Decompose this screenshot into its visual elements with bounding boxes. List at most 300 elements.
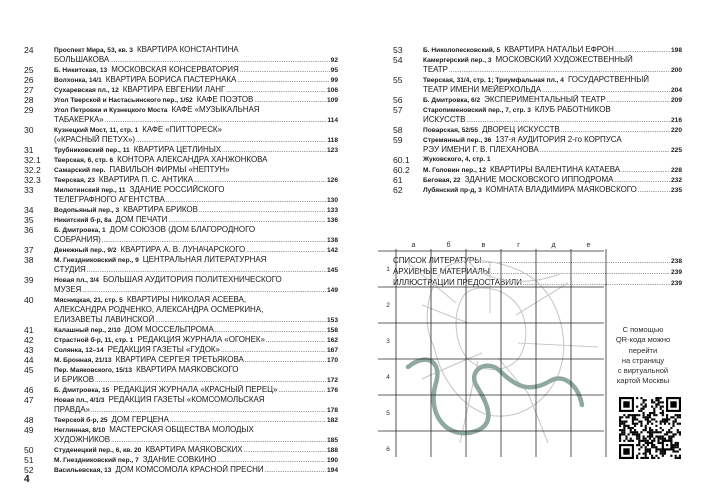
entry-line xyxy=(54,245,338,255)
toc-entry[interactable] xyxy=(24,335,338,345)
entry-content xyxy=(423,155,682,165)
entry-address: М. Гнездниковский пер., 7 xyxy=(54,457,139,464)
entry-page-number[interactable]: 220 xyxy=(670,127,682,134)
entry-content xyxy=(54,275,338,295)
map-column-label: е xyxy=(586,242,591,249)
entry-line xyxy=(54,265,338,275)
entry-title: РЭУ ИМЕНИ Г. В. ПЛЕХАНОВА xyxy=(423,145,539,154)
qr-caption-line: QR-кода можно xyxy=(615,335,671,345)
dot-leader xyxy=(237,76,329,85)
toc-entry[interactable] xyxy=(393,155,682,165)
entry-line xyxy=(54,145,338,155)
entry-content xyxy=(54,165,338,175)
entry-page-number[interactable]: 123 xyxy=(326,147,338,154)
entry-address: Страстной б-р, 11, стр. 1 xyxy=(54,337,134,344)
entry-number: 37 xyxy=(24,245,34,255)
entry-title: ДОМ КОМСОМОЛА КРАСНОЙ ПРЕСНИ xyxy=(115,465,264,474)
entry-title: 137-я АУДИТОРИЯ 2-го КОРПУСА xyxy=(495,135,622,144)
entry-content xyxy=(54,185,338,205)
entry-page-number[interactable]: 99 xyxy=(330,77,338,84)
entry-content xyxy=(54,45,338,65)
entry-number: 53 xyxy=(393,45,403,55)
entry-line xyxy=(423,135,682,145)
dot-leader xyxy=(222,146,326,155)
toc-entry[interactable] xyxy=(24,425,338,445)
entry-title: РЕДАКЦИЯ ЖУРНАЛА «КРАСНЫЙ ПЕРЕЦ» xyxy=(113,385,278,394)
entry-address: Волхонка, 14/1 xyxy=(54,77,102,84)
entry-content xyxy=(54,425,338,445)
entry-page-number[interactable]: 170 xyxy=(326,357,338,364)
entry-title: ТЕАТР ИМЕНИ МЕЙЕРХОЛЬДА xyxy=(423,85,542,94)
dot-leader xyxy=(449,66,670,75)
entry-title: СТУДИЯ xyxy=(54,265,86,274)
toc-entry[interactable] xyxy=(393,135,682,155)
entry-content xyxy=(54,95,338,105)
dot-leader xyxy=(265,466,326,475)
entry-number: 31 xyxy=(24,145,34,155)
entry-content xyxy=(423,135,682,155)
entry-content xyxy=(54,295,338,325)
entry-page-number[interactable]: 133 xyxy=(326,207,338,214)
toc-entry[interactable] xyxy=(24,385,338,395)
entry-title: И БРИКОВ xyxy=(54,375,95,384)
toc-entry[interactable] xyxy=(24,255,338,275)
entry-title: МУЗЕЯ xyxy=(54,285,82,294)
entry-address: Б. Дмитровка, 6/2 xyxy=(423,97,481,104)
entry-line xyxy=(54,105,338,115)
map-column-label: а xyxy=(411,242,416,249)
entry-title: ДОМ ПЕЧАТИ xyxy=(115,215,168,224)
entry-address: Стремянный пер., 36 xyxy=(423,137,492,144)
entry-title: МАСТЕРСКАЯ ОБЩЕСТВА МОЛОДЫХ xyxy=(109,425,254,434)
entry-title: ИСКУССТВ xyxy=(423,115,466,124)
entry-content xyxy=(423,125,682,135)
entry-content xyxy=(423,185,682,195)
entry-content xyxy=(423,75,682,95)
dot-leader xyxy=(466,116,670,125)
dot-leader xyxy=(226,86,326,95)
entry-number: 41 xyxy=(24,325,34,335)
toc-entry[interactable] xyxy=(393,75,682,95)
entry-line xyxy=(54,55,338,65)
entry-content xyxy=(54,455,338,465)
toc-entry[interactable] xyxy=(393,95,682,105)
toc-entry[interactable] xyxy=(393,45,682,55)
entry-line xyxy=(54,205,338,215)
entry-line xyxy=(423,45,682,55)
bibliography-page[interactable]: 238 xyxy=(670,258,682,265)
entry-content xyxy=(54,125,338,145)
entry-number: 57 xyxy=(393,105,403,115)
entry-line xyxy=(54,185,338,195)
entry-address: Никитский б-р, 8а xyxy=(54,217,112,224)
entry-number: 62 xyxy=(393,185,403,195)
entry-address: Беговая, 22 xyxy=(423,177,461,184)
entry-line xyxy=(423,165,682,175)
dot-leader xyxy=(245,356,326,365)
entry-address: Трубниковский пер., 11 xyxy=(54,147,130,154)
entry-page-number[interactable]: 228 xyxy=(670,167,682,174)
toc-entry[interactable] xyxy=(393,105,682,125)
entry-address: Угол Тверской и Настасьинского пер., 1/52 xyxy=(54,97,193,104)
entry-line xyxy=(54,345,338,355)
entry-page-number[interactable]: 114 xyxy=(327,117,338,124)
entry-address: Самарский пер. xyxy=(54,167,106,174)
toc-entry[interactable] xyxy=(393,185,682,195)
entry-line xyxy=(54,155,338,165)
entry-title: ДОМ СОЮЗОВ (ДОМ БЛАГОРОДНОГО xyxy=(109,225,256,234)
entry-page-number[interactable]: 162 xyxy=(326,337,338,344)
entry-number: 51 xyxy=(24,455,34,465)
entry-title: МОСКОВСКИЙ ХУДОЖЕСТВЕННЫЙ xyxy=(495,55,633,64)
toc-entry[interactable] xyxy=(24,275,338,295)
entry-address: Милютинский пер., 11 xyxy=(54,187,126,194)
entry-address: Тверская, 31/4, стр. 1; Триумфальная пл., 4 xyxy=(423,77,564,84)
entry-page-number[interactable]: 142 xyxy=(326,247,338,254)
map-row-label: 1 xyxy=(386,266,390,273)
entry-line xyxy=(54,175,338,185)
entry-number: 26 xyxy=(24,75,34,85)
toc-entry[interactable] xyxy=(24,125,338,145)
entry-title: ТЕЛЕГРАФНОГО АГЕНТСТВА xyxy=(54,195,165,204)
entry-number: 54 xyxy=(393,55,403,65)
toc-entry[interactable] xyxy=(393,125,682,135)
entry-page-number[interactable]: 235 xyxy=(670,187,682,194)
entry-content xyxy=(54,385,338,395)
entry-page-number[interactable]: 167 xyxy=(326,347,338,354)
entry-address: Водопьяный пер., 3 xyxy=(54,207,120,214)
dot-leader xyxy=(136,136,326,145)
entry-number: 48 xyxy=(24,415,34,425)
entry-number: 32.1 xyxy=(24,155,41,165)
moskva-river xyxy=(408,360,582,434)
entry-content xyxy=(54,225,338,245)
entry-title: МОСКОВСКАЯ КОНСЕРВАТОРИЯ xyxy=(111,65,239,74)
entry-title: КВАРТИРА А. В. ЛУНАЧАРСКОГО xyxy=(120,245,246,254)
entry-content xyxy=(54,415,338,425)
entry-number: 28 xyxy=(24,95,34,105)
entry-line xyxy=(54,295,338,305)
entry-line xyxy=(54,455,338,465)
map-column-label: г xyxy=(517,242,520,249)
entry-content xyxy=(423,175,682,185)
entry-page-number[interactable]: 204 xyxy=(670,87,682,94)
dot-leader xyxy=(155,316,326,325)
toc-entry[interactable] xyxy=(24,205,338,215)
entry-title: ЗДАНИЕ СОВКИНО xyxy=(142,455,217,464)
entry-line xyxy=(54,65,338,75)
entry-page-number[interactable]: 209 xyxy=(670,97,682,104)
entry-page-number[interactable]: 198 xyxy=(670,47,682,54)
entry-title: ТАБАКЕРКА» xyxy=(54,115,104,124)
entry-title: ЗДАНИЕ РОССИЙСКОГО xyxy=(129,185,225,194)
entry-page-number[interactable]: 136 xyxy=(326,217,338,224)
entry-page-number[interactable]: 176 xyxy=(326,387,338,394)
entry-line xyxy=(54,75,338,85)
dot-leader xyxy=(87,266,326,275)
toc-entry[interactable] xyxy=(24,325,338,335)
entry-page-number[interactable]: 153 xyxy=(326,317,338,324)
toc-entry[interactable] xyxy=(393,165,682,175)
entry-title: КВАРТИРА БОРИСА ПАСТЕРНАКА xyxy=(105,75,237,84)
bibliography-page[interactable]: 239 xyxy=(670,280,682,287)
entry-line xyxy=(54,215,338,225)
entry-content xyxy=(54,445,338,455)
entry-title: СОБРАНИЯ) xyxy=(54,235,101,244)
toc-entry[interactable] xyxy=(24,155,338,165)
entry-address: Пер. Маяковского, 15/13 xyxy=(54,367,133,374)
entry-address: Калашный пер., 2/10 xyxy=(54,327,121,334)
entry-page-number[interactable]: 185 xyxy=(326,437,338,444)
entry-title: КВАРТИРА ЦЕТЛИНЫХ xyxy=(133,145,222,154)
map-column-label: б xyxy=(446,242,451,249)
entry-address: Угол Петровки и Кузнецкого Моста xyxy=(54,107,168,114)
qr-caption-line: перейти xyxy=(628,345,658,355)
bibliography-title: АРХИВНЫЕ МАТЕРИАЛЫ xyxy=(393,267,490,276)
entry-page-number[interactable]: 126 xyxy=(326,177,338,184)
entry-address: Старопименовский пер., 7, стр. 3 xyxy=(423,107,531,114)
entry-title: КАФЕ «ПИТТОРЕСК» xyxy=(142,125,222,134)
toc-entry[interactable] xyxy=(24,215,338,225)
entry-address: Солянка, 12–14 xyxy=(54,347,104,354)
toc-entry[interactable] xyxy=(393,55,682,75)
entry-address: Поварская, 52/55 xyxy=(423,127,479,134)
entry-line xyxy=(423,175,682,185)
toc-entry[interactable] xyxy=(24,95,338,105)
entry-line xyxy=(54,355,338,365)
entry-number: 49 xyxy=(24,425,34,435)
entry-number: 24 xyxy=(24,45,34,55)
entry-title: ДОМ ГЕРЦЕНА xyxy=(111,415,169,424)
entry-page-number[interactable]: 232 xyxy=(670,177,682,184)
toc-entry[interactable] xyxy=(24,165,338,175)
entry-line xyxy=(54,395,338,405)
entry-title: КОМНАТА ВЛАДИМИРА МАЯКОВСКОГО xyxy=(485,185,637,194)
qr-code-icon[interactable] xyxy=(619,397,681,459)
toc-entry[interactable] xyxy=(24,65,338,75)
entry-number: 60.1 xyxy=(393,155,410,165)
entry-title: КАФЕ ПОЭТОВ xyxy=(196,95,254,104)
entry-line xyxy=(54,225,338,235)
entry-line xyxy=(54,375,338,385)
entry-address: Новая пл., 4/1/3 xyxy=(54,397,105,404)
dot-leader xyxy=(607,96,670,105)
entry-number: 39 xyxy=(24,275,34,285)
map-row-label: 5 xyxy=(386,410,390,417)
toc-entry[interactable] xyxy=(24,225,338,245)
toc-entry[interactable] xyxy=(24,105,338,125)
toc-entry[interactable] xyxy=(393,175,682,185)
toc-entry[interactable] xyxy=(24,45,338,65)
entry-page-number[interactable]: 138 xyxy=(326,237,338,244)
toc-entry[interactable] xyxy=(24,345,338,355)
entry-number: 52 xyxy=(24,465,34,475)
entry-title: ЕЛИЗАВЕТЫ ЛАВИНСКОЙ xyxy=(54,315,155,324)
entry-line xyxy=(54,315,338,325)
toc-column-left xyxy=(24,45,338,475)
entry-number: 56 xyxy=(393,95,403,105)
entry-address: Б. Никитская, 13 xyxy=(54,67,108,74)
entry-page-number[interactable]: 109 xyxy=(326,97,338,104)
entry-number: 58 xyxy=(393,125,403,135)
entry-line xyxy=(54,325,338,335)
moscow-grid-map[interactable] xyxy=(378,243,604,457)
entry-page-number[interactable]: 172 xyxy=(326,377,338,384)
dot-leader xyxy=(614,176,670,185)
entry-content xyxy=(54,255,338,275)
entry-line xyxy=(54,195,338,205)
entry-line xyxy=(54,405,338,415)
toc-entry[interactable] xyxy=(24,185,338,205)
toc-entry[interactable] xyxy=(24,355,338,365)
entry-line xyxy=(54,465,338,475)
entry-title: ХУДОЖНИКОВ xyxy=(54,435,111,444)
entry-number: 44 xyxy=(24,355,34,365)
entry-line xyxy=(54,365,338,375)
entry-title: КВАРТИРА БРИКОВ xyxy=(123,205,198,214)
entry-address: Б. Николопесковский, 5 xyxy=(423,47,501,54)
entry-address: М. Гнездниковский пер., 9 xyxy=(54,257,139,264)
entry-line xyxy=(54,385,338,395)
entry-title: КЛУБ РАБОТНИКОВ xyxy=(534,105,611,114)
entry-title: КВАРТИРЫ НИКОЛАЯ АСЕЕВА, xyxy=(126,295,247,304)
bibliography-title: СПИСОК ЛИТЕРАТУРЫ xyxy=(393,256,482,265)
entry-title: ДВОРЕЦ ИСКУССТВ xyxy=(482,125,560,134)
entry-page-number[interactable]: 190 xyxy=(326,457,338,464)
entry-page-number[interactable]: 106 xyxy=(326,87,338,94)
entry-number: 46 xyxy=(24,385,34,395)
entry-address: Проспект Мира, 53, кв. 3 xyxy=(54,47,133,54)
bibliography-page[interactable]: 239 xyxy=(670,269,682,276)
entry-page-number[interactable]: 188 xyxy=(326,447,338,454)
qr-caption xyxy=(604,325,682,387)
entry-title: ТЕАТР xyxy=(423,65,448,74)
qr-caption-line: с виртуальной xyxy=(617,366,669,376)
entry-number: 50 xyxy=(24,445,34,455)
qr-caption-line: картой Москвы xyxy=(616,376,670,386)
entry-page-number[interactable]: 200 xyxy=(670,67,682,74)
entry-content xyxy=(54,395,338,415)
entry-title: КВАРТИРА НАТАЛЬИ ЕФРОН xyxy=(504,45,614,54)
entry-number: 35 xyxy=(24,215,34,225)
entry-number: 55 xyxy=(393,75,403,85)
entry-line xyxy=(423,125,682,135)
entry-line xyxy=(423,75,682,85)
dot-leader xyxy=(105,116,327,125)
toc-entry[interactable] xyxy=(24,465,338,475)
entry-page-number[interactable]: 149 xyxy=(326,287,338,294)
entry-line xyxy=(54,85,338,95)
entry-line xyxy=(54,335,338,345)
entry-page-number[interactable]: 95 xyxy=(330,67,338,74)
entry-address: Денежный пер., 9/2 xyxy=(54,247,117,254)
entry-number: 34 xyxy=(24,205,34,215)
dot-leader xyxy=(638,186,670,195)
entry-number: 43 xyxy=(24,345,34,355)
toc-entry[interactable] xyxy=(24,85,338,95)
entry-page-number[interactable]: 118 xyxy=(327,137,338,144)
toc-entry[interactable] xyxy=(24,395,338,415)
map-row-label: 4 xyxy=(386,374,390,381)
entry-page-number[interactable]: 178 xyxy=(326,407,338,414)
entry-line xyxy=(54,305,338,315)
entry-content xyxy=(54,65,338,75)
dot-leader xyxy=(615,46,670,55)
entry-title: ЭКСПЕРИМЕНТАЛЬНЫЙ ТЕАТР xyxy=(484,95,606,104)
entry-address: Б. Дмитровка, 15 xyxy=(54,387,110,394)
entry-content xyxy=(54,465,338,475)
entry-page-number[interactable]: 92 xyxy=(330,57,338,64)
entry-line xyxy=(54,255,338,265)
entry-line xyxy=(54,415,338,425)
entry-page-number[interactable]: 216 xyxy=(670,117,682,124)
entry-title: КВАРТИРА МАЯКОВСКОГО xyxy=(136,365,239,374)
entry-page-number[interactable]: 194 xyxy=(326,467,338,474)
entry-line xyxy=(54,115,338,125)
map-grid xyxy=(378,241,606,457)
dot-leader xyxy=(246,246,326,255)
dot-leader xyxy=(278,386,326,395)
toc-entry[interactable] xyxy=(24,245,338,255)
toc-column-right xyxy=(393,45,682,195)
entry-title: ДОМ МОССЕЛЬПРОМА xyxy=(124,325,214,334)
toc-entry[interactable] xyxy=(24,295,338,325)
toc-entry[interactable] xyxy=(24,75,338,85)
entry-number: 32.3 xyxy=(24,175,41,185)
entry-line xyxy=(54,135,338,145)
toc-entry[interactable] xyxy=(24,365,338,385)
entry-page-number[interactable]: 158 xyxy=(326,327,338,334)
toc-entry[interactable] xyxy=(24,445,338,455)
dot-leader xyxy=(95,376,326,385)
dot-leader xyxy=(244,446,326,455)
entry-content xyxy=(54,335,338,345)
entry-number: 60.2 xyxy=(393,165,410,175)
dot-leader xyxy=(215,326,326,335)
entry-number: 38 xyxy=(24,255,34,265)
toc-entry[interactable] xyxy=(24,175,338,185)
bibliography-title: ИЛЛЮСТРАЦИИ ПРЕДОСТАВИЛИ xyxy=(393,278,522,287)
entry-number: 27 xyxy=(24,85,34,95)
toc-entry[interactable] xyxy=(24,415,338,425)
map-column-label: д xyxy=(551,242,556,249)
entry-address: Неглинная, 8/10 xyxy=(54,427,106,434)
toc-entry[interactable] xyxy=(24,455,338,465)
entry-page-number[interactable]: 145 xyxy=(326,267,338,274)
entry-line xyxy=(54,435,338,445)
entry-address: Жуковского, 4, стр. 1 xyxy=(423,156,491,163)
dot-leader xyxy=(254,96,326,105)
entry-line xyxy=(54,445,338,455)
entry-page-number[interactable]: 130 xyxy=(326,197,338,204)
dot-leader xyxy=(540,146,670,155)
entry-page-number[interactable]: 225 xyxy=(670,147,682,154)
dot-leader xyxy=(240,66,330,75)
dot-leader xyxy=(102,236,326,245)
entry-address: М. Головин пер., 12 xyxy=(423,167,486,174)
entry-line xyxy=(423,115,682,125)
entry-line xyxy=(54,275,338,285)
entry-line xyxy=(54,95,338,105)
entry-number: 45 xyxy=(24,365,34,375)
entry-title: БОЛЬШАЯ АУДИТОРИЯ ПОЛИТЕХНИЧЕСКОГО xyxy=(102,275,282,284)
toc-entry[interactable] xyxy=(24,145,338,155)
entry-address: Сухаревская пл., 12 xyxy=(54,87,119,94)
entry-page-number[interactable]: 182 xyxy=(326,417,338,424)
entry-content xyxy=(423,105,682,125)
dot-leader xyxy=(542,86,670,95)
dot-leader xyxy=(166,196,326,205)
